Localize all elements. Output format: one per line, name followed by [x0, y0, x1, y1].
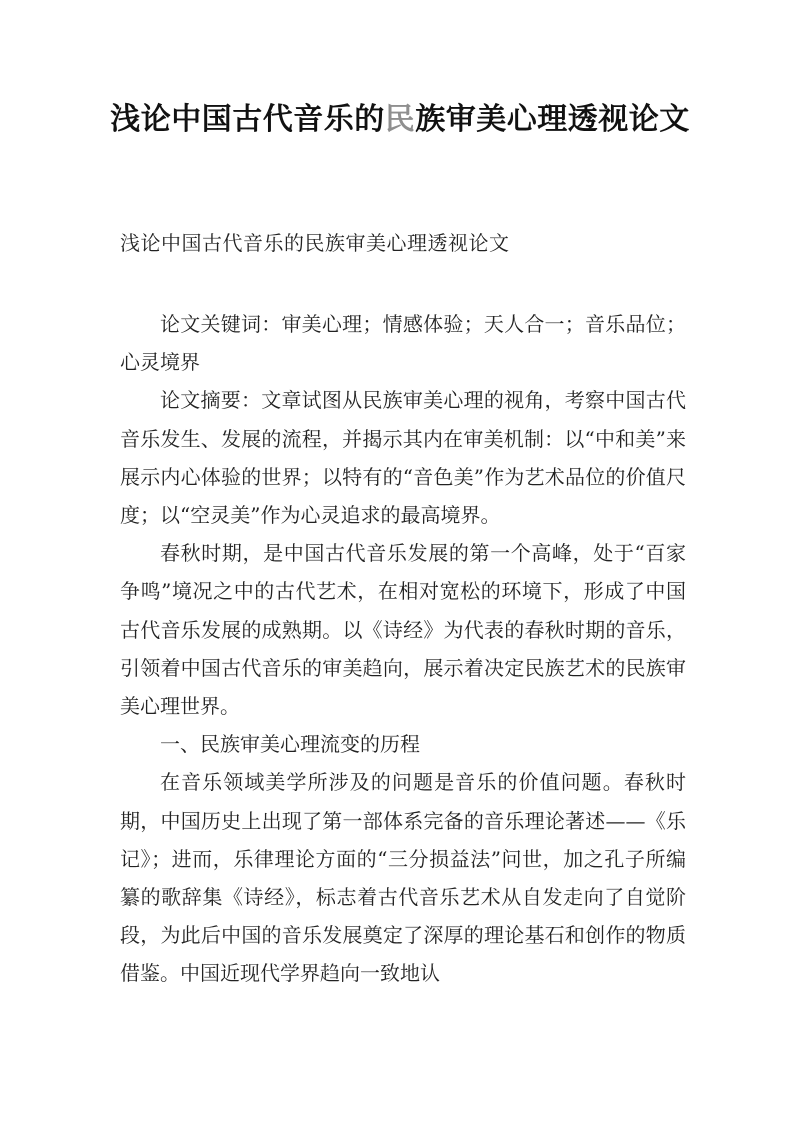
document-body — [120, 305, 686, 993]
title-text-end: 族审美心理透视论文 — [415, 102, 690, 137]
document-subtitle: 浅论中国古代音乐的民族审美心理透视论文 — [120, 231, 510, 255]
body-paragraph: 春秋时期，是中国古代音乐发展的第一个高峰，处于“百家争鸣”境况之中的古代艺术，在相对宽松的环境下，形成了中国古代音乐发展的成熟期。以《诗经》为代表的春秋时期的音乐，引领着中国古代音乐的审美趋向，展示着决定民族艺术的民族审美心理世界。 — [120, 541, 686, 719]
section-heading: 一、民族审美心理流变的历程 — [160, 732, 420, 757]
body-paragraph: 在音乐领域美学所涉及的问题是音乐的价值问题。春秋时期，中国历史上出现了第一部体系完备的音乐理论著述——《乐记》；进而，乐律理论方面的“三分损益法”问世，加之孔子所编纂的歌辞集《诗经》，标志着古代音乐艺术从自发走向了自觉阶段，为此后中国的音乐发展奠定了深厚的理论基石和创作的物质借鉴。中国近现代学界趋向一致地认 — [120, 770, 686, 986]
abstract-paragraph: 论文摘要：文章试图从民族审美心理的视角，考察中国古代音乐发生、发展的流程，并揭示其内在审美机制：以“中和美”来展示内心体验的世界；以特有的“音色美”作为艺术品位的价值尺度；以“空灵美”作为心灵追求的最高境界。 — [120, 388, 686, 528]
title-highlight-char: 民 — [384, 102, 416, 137]
title-text-start: 浅论中国古代音乐的 — [110, 102, 385, 137]
document-title — [100, 98, 700, 142]
keywords-paragraph: 论文关键词：审美心理；情感体验；天人合一；音乐品位；心灵境界 — [120, 312, 686, 375]
